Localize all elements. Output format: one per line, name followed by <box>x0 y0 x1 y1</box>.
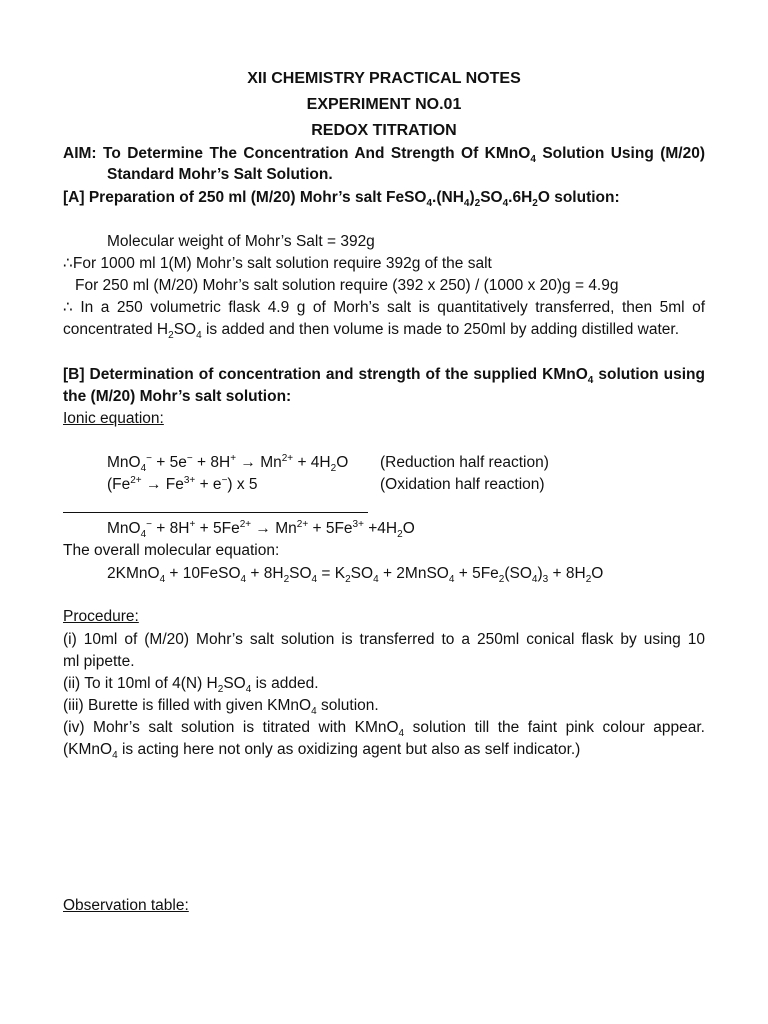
document-title: XII CHEMISTRY PRACTICAL NOTES <box>247 70 521 87</box>
calc-line-1000ml: ∴For 1000 ml 1(M) Mohr’s salt solution require 392g of the salt <box>63 255 492 272</box>
equation-divider <box>63 512 368 513</box>
procedure-step-4: (iv) Mohr’s salt solution is titrated with KMnO$_4$ solution till the faint pink colour appear. <box>63 719 705 740</box>
reduction-equation: $MnO_4^- + 5e^- + 8H^+ \to Mn^{2+} + 4H_2O$ <box>107 452 349 475</box>
section-a-heading: [A] Preparation of 250 ml (M/20) Mohr’s salt $FeSO_4.(NH_4)_2SO_4.6H_2O$ solution: <box>63 189 620 210</box>
ionic-equation-label: Ionic equation: <box>63 410 164 427</box>
aim-line-2: Standard Mohr’s Salt Solution. <box>107 166 333 183</box>
concentrated-acid-line: concentrated $H_2SO_4$ is added and then volume is made to 250ml by adding distilled water. <box>63 321 680 342</box>
aim-line-1: AIM: To Determine The Concentration And Strength Of KMnO$_4$ Solution Using (M/20) <box>63 145 705 166</box>
overall-equation-label: The overall molecular equation: <box>63 542 280 559</box>
procedure-note: (KMnO$_4$ is acting here not only as oxidizing agent but also as self indicator.) <box>63 741 581 762</box>
experiment-number: EXPERIMENT NO.01 <box>306 96 462 113</box>
procedure-step-1-cont: ml pipette. <box>63 653 135 670</box>
experiment-subtitle: REDOX TITRATION <box>311 122 457 139</box>
calc-line-250ml: For 250 ml (M/20) Mohr’s salt solution require (392 x 250) / (1000 x 20)g = 4.9g <box>75 277 619 294</box>
section-b-heading-2: the (M/20) Mohr’s salt solution: <box>63 388 292 405</box>
observation-table-label: Observation table: <box>63 897 189 914</box>
procedure-step-2: (ii) To it 10ml of 4(N) $H_2SO_4$ is added. <box>63 675 319 696</box>
procedure-step-1: (i) 10ml of (M/20) Mohr’s salt solution is transferred to a 250ml conical flask by using 10 <box>63 631 705 648</box>
flask-transfer-line: ∴ In a 250 volumetric flask 4.9 g of Morh’s salt is quantitatively transferred, then 5ml of <box>63 299 705 316</box>
procedure-step-3: (iii) Burette is filled with given KMnO$_4$ solution. <box>63 697 379 718</box>
oxidation-equation: $(Fe^{2+} \to Fe^{3+} + e^-)$ x 5 <box>107 474 258 493</box>
molecular-weight-line: Molecular weight of Mohr’s Salt = 392g <box>107 233 375 250</box>
section-b-heading-1: [B] Determination of concentration and strength of the supplied KMnO$_4$ solution using <box>63 366 705 387</box>
net-ionic-equation: $MnO_4^- + 8H^+ + 5Fe^{2+} \to Mn^{2+} + 5Fe^{3+} +4H_2O$ <box>107 518 415 541</box>
procedure-label: Procedure: <box>63 608 139 625</box>
reduction-note: (Reduction half reaction) <box>380 454 549 471</box>
oxidation-note: (Oxidation half reaction) <box>380 476 545 493</box>
overall-molecular-equation: 2KMnO$_4$ + 10FeSO$_4$ + $8H_2SO_4 = K_2SO_4$ + 2MnSO$_4$ + $5Fe_2(SO_4)_3 + 8H_2O$ <box>107 565 604 586</box>
